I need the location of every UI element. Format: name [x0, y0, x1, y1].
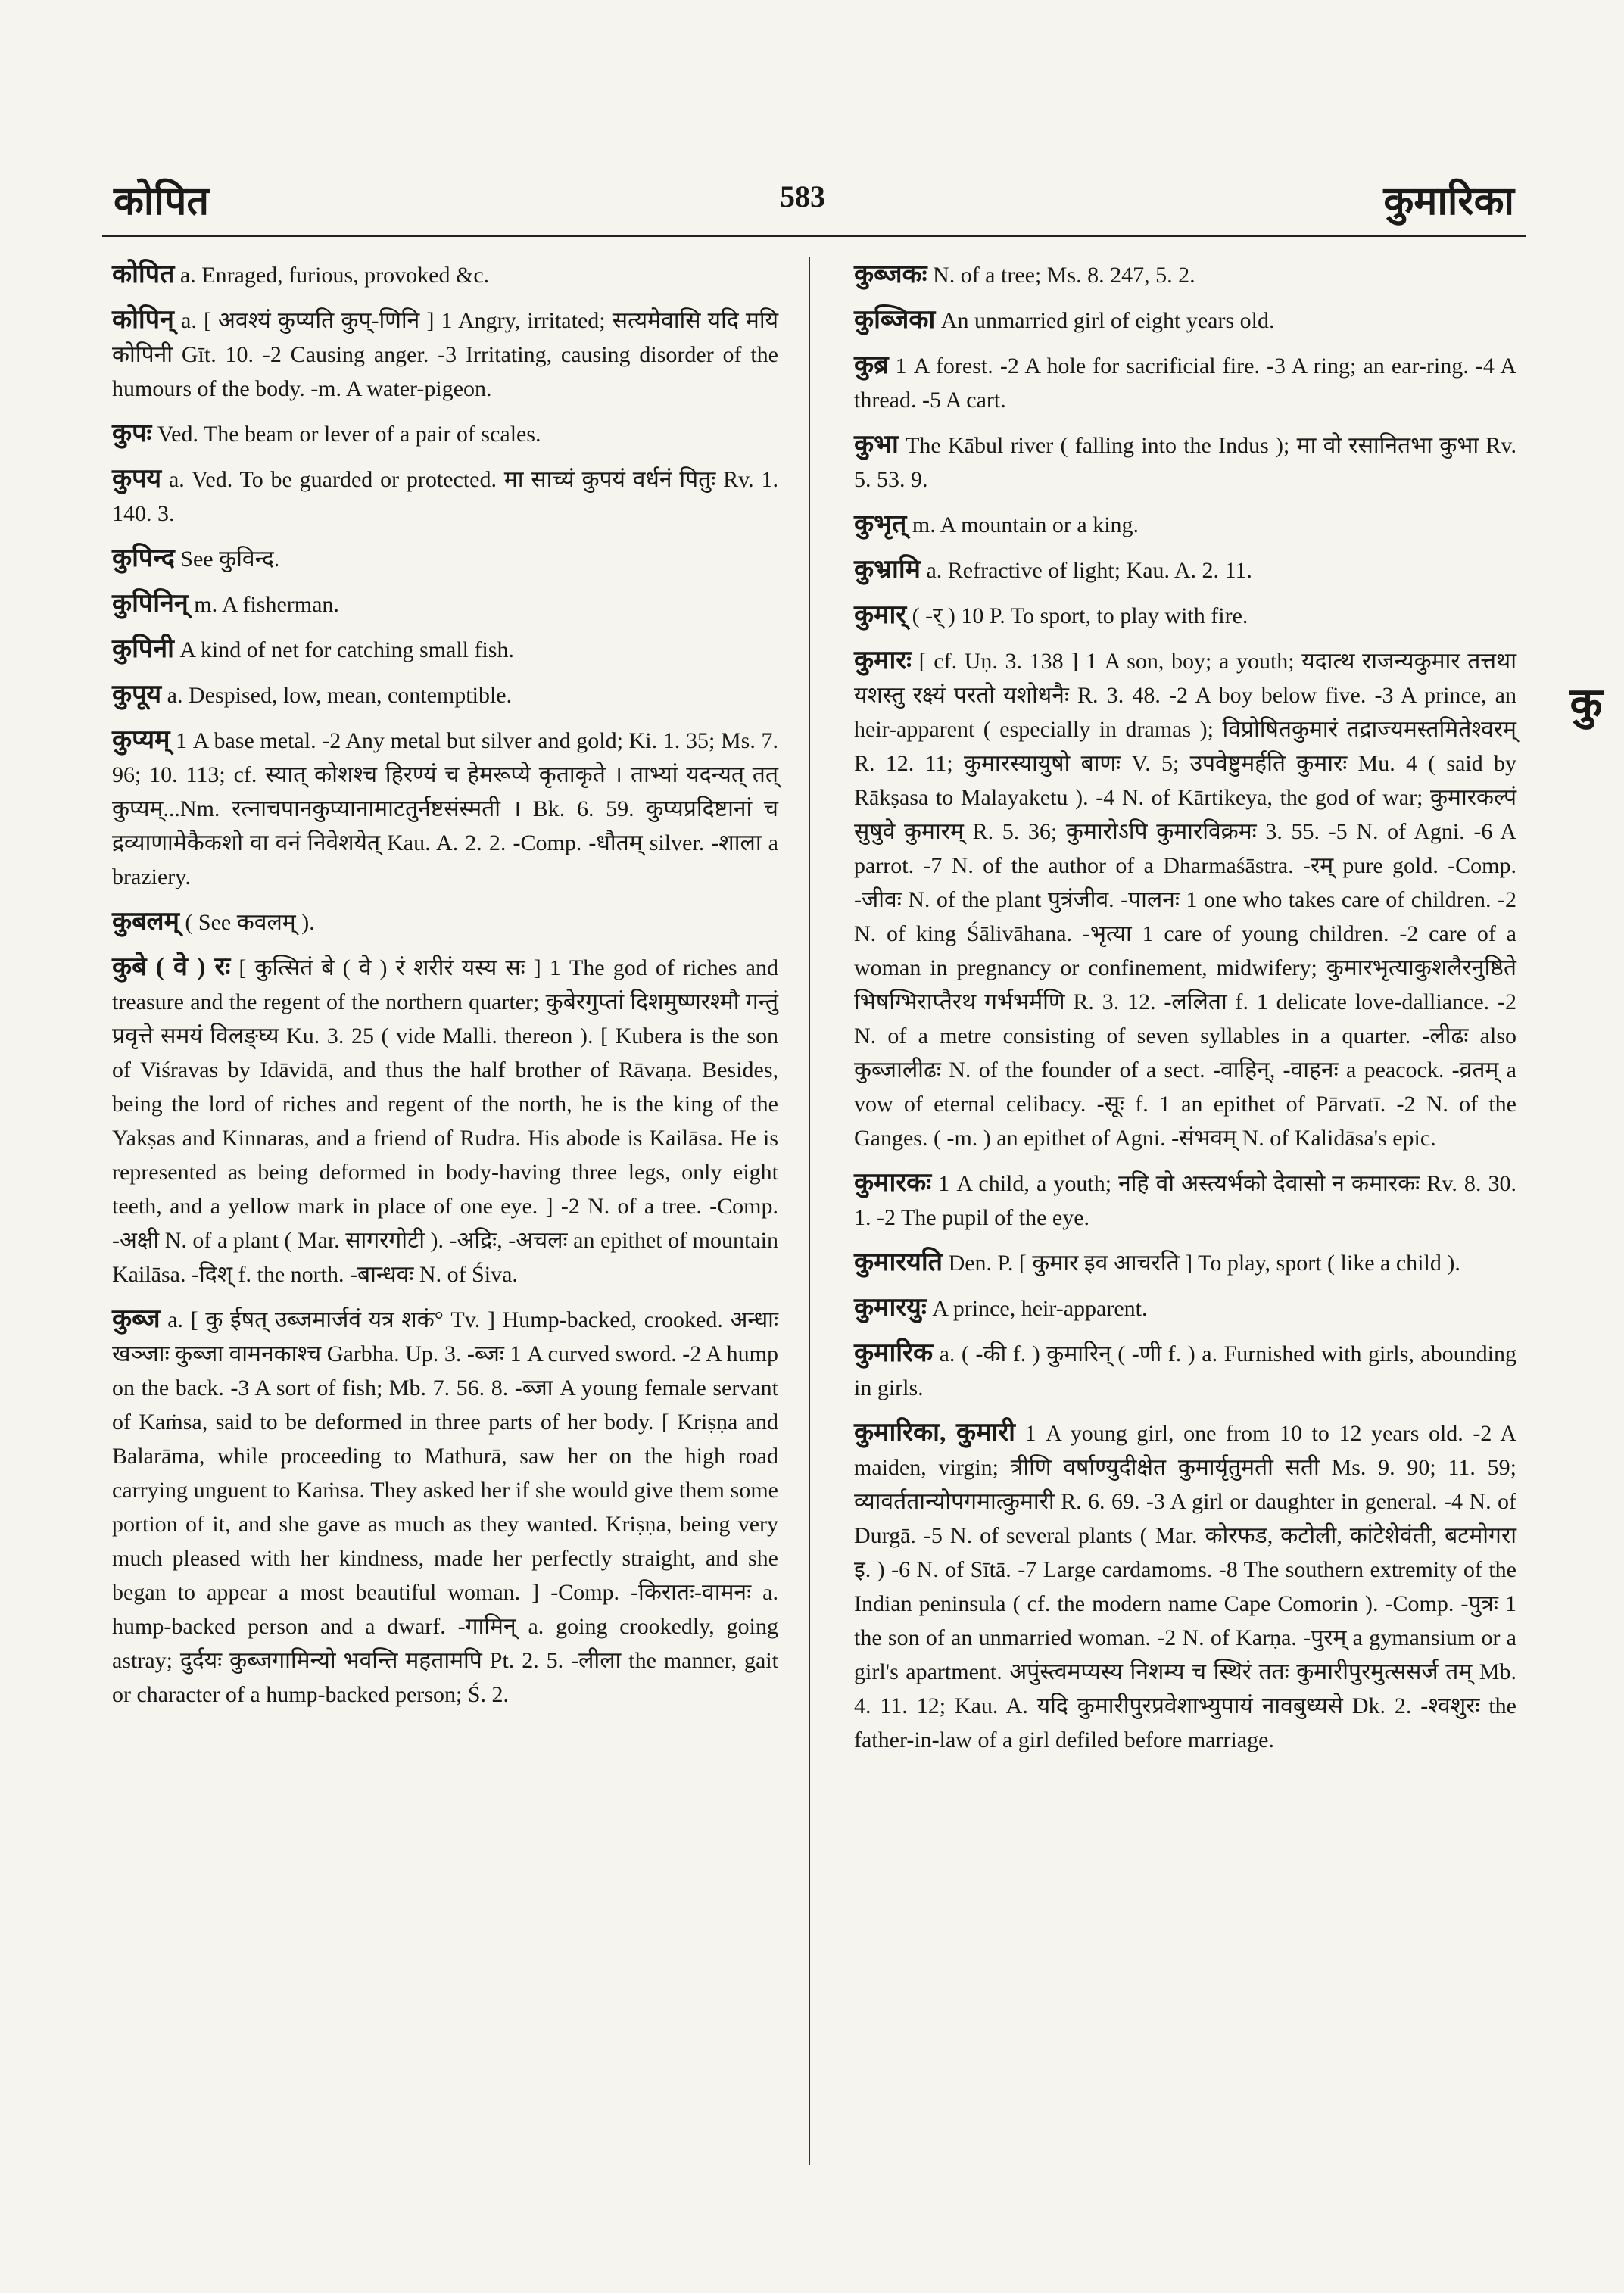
dictionary-entry	[112, 462, 778, 531]
right-column	[854, 257, 1516, 1768]
entry-definition: An unmarried girl of eight years old.	[935, 308, 1275, 333]
dictionary-entry	[112, 678, 778, 712]
entry-definition: ( -र् ) 10 P. To sport, to play with fire.	[906, 603, 1248, 628]
header-rule	[102, 235, 1526, 237]
entry-definition: 1 A child, a youth; नहि वो अस्त्यर्भको देवासो न कमारकः Rv. 8. 30. 1. -2 The pupil of the eye.	[854, 1171, 1516, 1230]
entry-definition: [ cf. Uṇ. 3. 138 ] 1 A son, boy; a youth; यदात्थ राजन्यकुमार तत्तथा यशस्तु रक्ष्यं परतो यशोधनैः R. 3. 48. -2 A boy below five. -3 A prince, an heir-apparent ( especially in dramas ); विप्रोषितकुमारं तद्राज्यमस्तमितेश्वरम् R. 12. 11; कुमारस्यायुषो बाणः V. 5; उपवेष्टुमर्हति कुमारः Mu. 4 ( said by Rākṣasa to Malayaketu ). -4 N. of Kārtikeya, the god of war; कुमारकल्पं सुषुवे कुमारम् R. 5. 36; कुमारोऽपि कुमारविक्रमः 3. 55. -5 N. of Agni. -6 A parrot. -7 N. of the author of a Dharmaśāstra. -रम् pure gold. -Comp. -जीवः N. of the plant पुत्रंजीव. -पालनः 1 one who takes care of children. -2 N. of king Śālivāhana. -भृत्या 1 care of young children. -2 care of a woman in pregnancy or confinement, midwifery; कुमारभृत्याकुशलैरनुष्ठिते भिषग्भिराप्तैरथ गर्भभर्मणि R. 3. 12. -ललिता f. 1 delicate love-dalliance. -2 N. of a metre consisting of seven syllables in a quarter. -लीढः also कुब्जालीढः N. of the founder of a sect. -वाहिन्, -वाहनः a peacock. -व्रतम् a vow of eternal celibacy. -सूः f. 1 an epithet of Pārvatī. -2 N. of the Ganges. ( -m. ) an epithet of Agni. -संभवम् N. of Kalidāsa's epic.	[854, 649, 1516, 1151]
dictionary-entry	[854, 643, 1516, 1155]
left-running-headword: कोपित	[114, 180, 210, 223]
entry-definition: 1 A young girl, one from 10 to 12 years old. -2 A maiden, virgin; त्रीणि वर्षाण्युदीक्षेत कुमार्यृतुमती सती Ms. 9. 90; 11. 59; व्यावर्ततान्योपगमात्कुमारी R. 6. 69. -3 A girl or daughter in general. -4 N. of Durgā. -5 N. of several plants ( Mar. कोरफड, कटोली, कांटेशेवंती, बटमोगरा इ. ) -6 N. of Sītā. -7 Large cardamoms. -8 The southern extremity of the Indian peninsula ( cf. the modern name Cape Comorin ). -Comp. -पुत्रः 1 the son of an unmarried woman. -2 N. of Karṇa. -पुरम् a gymansium or a girl's apartment. अपुंस्त्वमप्यस्य निशम्य च स्थिरं ततः कुमारीपुरमुत्ससर्ज तम् Mb. 4. 11. 12; Kau. A. यदि कुमारीपुरप्रवेशाभ्युपायं नावबुध्यसे Dk. 2. -श्वशुरः the father-in-law of a girl defiled before marriage.	[854, 1421, 1516, 1752]
page-number: 583	[780, 179, 825, 213]
entry-headword: कुपय	[112, 465, 162, 493]
dictionary-entry	[112, 303, 778, 406]
thumb-index-tab: कु	[1569, 681, 1603, 727]
entry-headword: कुपूय	[112, 681, 162, 709]
entry-definition: a. Refractive of light; Kau. A. 2. 11.	[920, 558, 1252, 583]
entry-definition: a. [ कु ईषत् उब्जमार्जवं यत्र शकं° Tv. ] Hump-backed, crooked. अन्धाः खञ्जाः कुब्जा वामनकाश्च Garbha. Up. 3. -ब्जः 1 A curved sword. -2 A hump on the back. -3 A sort of fish; Mb. 7. 56. 8. -ब्जा A young female servant of Kaṁsa, said to be deformed in three parts of her body. [ Kriṣṇa and Balarāma, while proceeding to Mathurā, saw her on the high road carrying unguent to Kaṁsa. They asked her if she would give them some portion of it, and she gave as much as they wanted. Kriṣṇa, being very much pleased with her kindness, made her perfectly straight, and she began to appear a most beautiful woman. ] -Comp. -किरातः-वामनः a. hump-backed person and a dwarf. -गामिन् a. going crookedly, going astray; दुर्दयः कुब्जगामिन्यो भवन्ति महतामपि Pt. 2. 5. -लीला the manner, gait or character of a hump-backed person; Ś. 2.	[112, 1307, 778, 1707]
entry-definition: m. A mountain or a king.	[906, 512, 1139, 537]
entry-definition: The Kābul river ( falling into the Indus ); मा वो रसानितभा कुभा Rv. 5. 53. 9.	[854, 433, 1516, 492]
entry-definition: a. Despised, low, mean, contemptible.	[161, 683, 513, 708]
dictionary-entry	[112, 587, 778, 622]
entry-definition: Den. P. [ कुमार इव आचरति ] To play, sport ( like a child ).	[943, 1251, 1460, 1276]
entry-definition: Ved. The beam or lever of a pair of scales.	[151, 422, 541, 447]
entry-definition: a. Enraged, furious, provoked &c.	[174, 263, 490, 288]
entry-headword: कुपः	[112, 419, 152, 447]
entry-definition: m. A fisherman.	[188, 592, 339, 617]
dictionary-entry	[854, 1336, 1516, 1405]
dictionary-entry	[854, 428, 1516, 497]
dictionary-entry	[854, 303, 1516, 338]
dictionary-entry	[112, 905, 778, 939]
dictionary-entry	[112, 950, 778, 1291]
entry-definition: a. Ved. To be guarded or protected. मा साच्यं कुपयं वर्धनं पितुः Rv. 1. 140. 3.	[112, 467, 778, 526]
dictionary-entry	[112, 1302, 778, 1712]
entry-headword: कुमारिका, कुमारी	[854, 1419, 1015, 1447]
entry-headword: कुमारिक	[854, 1339, 934, 1367]
entry-definition: a. ( -की f. ) कुमारिन् ( -णी f. ) a. Furnished with girls, abounding in girls.	[854, 1341, 1516, 1400]
entry-headword: कुभृत्	[854, 510, 907, 538]
entry-headword: कुब्ज	[112, 1305, 161, 1333]
entry-headword: कुभ्रामि	[854, 556, 921, 584]
entry-definition: 1 A forest. -2 A hole for sacrificial fire. -3 A ring; an ear-ring. -4 A thread. -5 A cart.	[854, 354, 1516, 413]
dictionary-entry	[112, 632, 778, 667]
entry-headword: कोपिन्	[112, 306, 174, 334]
dictionary-entry	[854, 1416, 1516, 1757]
entry-headword: कुपिनिन्	[112, 590, 189, 618]
dictionary-entry	[854, 1245, 1516, 1280]
dictionary-entry	[112, 416, 778, 451]
entry-headword: कुभा	[854, 431, 899, 459]
left-column	[112, 257, 778, 1722]
entry-headword: कुमारकः	[854, 1169, 932, 1197]
dictionary-entry	[112, 723, 778, 894]
entry-definition: N. of a tree; Ms. 8. 247, 5. 2.	[927, 263, 1195, 288]
entry-headword: कुमारयुः	[854, 1294, 927, 1322]
right-running-headword: कुमारिका	[1383, 180, 1514, 223]
entry-headword: कुपिन्द	[112, 544, 175, 572]
entry-definition: ( See कवलम् ).	[179, 910, 315, 935]
dictionary-entry	[854, 553, 1516, 587]
dictionary-entry	[112, 257, 778, 292]
entry-headword: कुबलम्	[112, 908, 179, 936]
entry-definition: A prince, heir-apparent.	[926, 1296, 1148, 1321]
dictionary-entry	[854, 507, 1516, 542]
entry-headword: कुमार्	[854, 601, 907, 629]
entry-headword: कोपित	[112, 260, 175, 288]
entry-definition: A kind of net for catching small fish.	[173, 637, 514, 662]
dictionary-entry	[854, 348, 1516, 417]
entry-definition: See कुविन्द.	[174, 547, 280, 572]
entry-definition: a. [ अवश्यं कुप्यति कुप्-णिनि ] 1 Angry, irritated; सत्यमेवासि यदि मयि कोपिनी Gīt. 10. -2 Causing anger. -3 Irritating, causing disorder of the humours of the body. -m. A water-pigeon.	[112, 308, 778, 401]
entry-headword: कुब्र	[854, 351, 889, 379]
entry-headword: कुप्यम्	[112, 726, 170, 754]
dictionary-entry	[112, 541, 778, 576]
entry-headword: कुमारयति	[854, 1248, 943, 1276]
column-divider	[809, 257, 810, 2165]
entry-headword: कुमारः	[854, 646, 912, 675]
dictionary-entry	[854, 1291, 1516, 1326]
entry-headword: कुब्जिका	[854, 306, 936, 334]
entry-headword: कुब्जकः	[854, 260, 927, 288]
dictionary-entry	[854, 1166, 1516, 1235]
entry-headword: कुबे ( वे ) रः	[112, 953, 231, 981]
page-header	[114, 173, 1514, 226]
dictionary-entry	[854, 257, 1516, 292]
entry-headword: कुपिनी	[112, 635, 174, 663]
entry-definition: 1 A base metal. -2 Any metal but silver and gold; Ki. 1. 35; Ms. 7. 96; 10. 113; cf. स्यात् कोशश्च हिरण्यं च हेमरूप्ये कृताकृते । ताभ्यां यदन्यत् तत् कुप्यम्...Nm. रत्नाचपानकुप्यानामाटतुर्नष्टसंस्मती । Bk. 6. 59. कुप्यप्रदिष्टानां च द्रव्याणामेकैकशो वा वनं निवेशयेत् Kau. A. 2. 2. -Comp. -धौतम् silver. -शाला a braziery.	[112, 728, 778, 889]
dictionary-entry	[854, 598, 1516, 633]
entry-definition: [ कुत्सितं बे ( वे ) रं शरीरं यस्य सः ] 1 The god of riches and treasure and the regent of the northern quarter; कुबेरगुप्तां दिशमुष्णरश्मौ गन्तुं प्रवृत्ते समयं विलङ्घ्य Ku. 3. 25 ( vide Malli. thereon ). [ Kubera is the son of Viśravas by Idāvidā, and thus the half brother of Rāvaṇa. Besides, being the lord of riches and regent of the north, he is the king of the Yakṣas and Kinnaras, and a friend of Rudra. His abode is Kailāsa. He is represented as being deformed in body-having three legs, only eight teeth, and a yellow mark in place of one eye. ] -2 N. of a tree. -Comp. -अक्षी N. of a plant ( Mar. सागरगोटी ). -अद्रिः, -अचलः an epithet of mountain Kailāsa. -दिश् f. the north. -बान्धवः N. of Śiva.	[112, 955, 778, 1287]
